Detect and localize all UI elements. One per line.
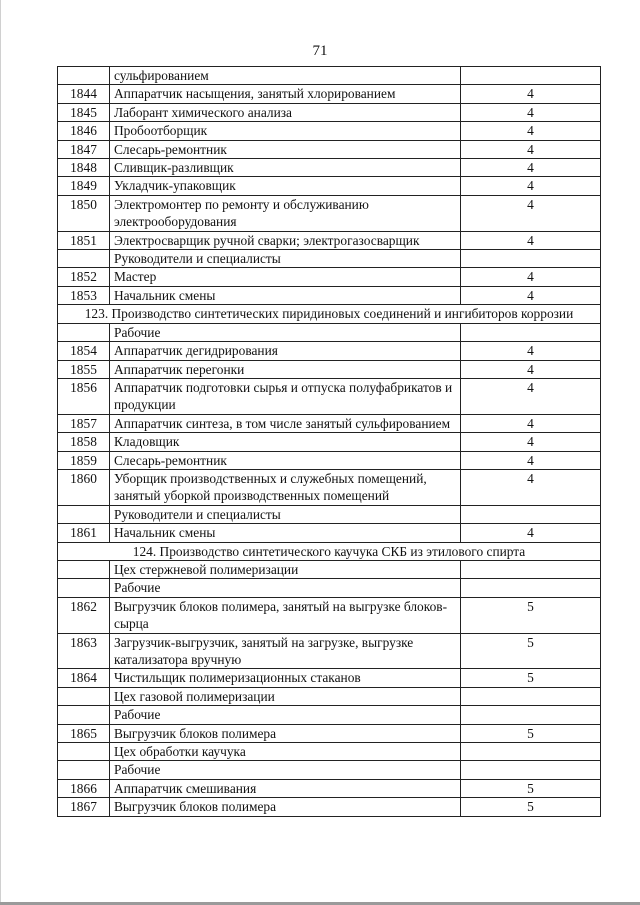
additional-days-value bbox=[461, 761, 601, 779]
profession-name: Руководители и специалисты bbox=[110, 505, 461, 523]
profession-name: Укладчик-упаковщик bbox=[110, 177, 461, 195]
additional-days-value: 4 bbox=[461, 433, 601, 451]
additional-days-value: 4 bbox=[461, 103, 601, 121]
profession-name: Аппаратчик синтеза, в том числе занятый сульфированием bbox=[110, 414, 461, 432]
table-row bbox=[58, 433, 601, 451]
row-number: 1861 bbox=[58, 524, 110, 542]
row-number: 1854 bbox=[58, 342, 110, 360]
table-row bbox=[58, 724, 601, 742]
table-row bbox=[58, 633, 601, 669]
additional-days-value: 4 bbox=[461, 469, 601, 505]
table-row bbox=[58, 342, 601, 360]
table-row bbox=[58, 195, 601, 231]
table-row bbox=[58, 505, 601, 523]
profession-name: Уборщик производственных и служебных помещений, занятый уборкой производственных помещений bbox=[110, 469, 461, 505]
row-number: 1857 bbox=[58, 414, 110, 432]
profession-name: Аппаратчик подготовки сырья и отпуска полуфабрикатов и продукции bbox=[110, 378, 461, 414]
profession-name: Сливщик-разливщик bbox=[110, 159, 461, 177]
profession-name: Аппаратчик перегонки bbox=[110, 360, 461, 378]
profession-name: Пробоотборщик bbox=[110, 122, 461, 140]
additional-days-value: 4 bbox=[461, 414, 601, 432]
table-row bbox=[58, 414, 601, 432]
page-number: 71 bbox=[312, 43, 328, 59]
additional-days-value: 5 bbox=[461, 669, 601, 687]
section-header-row bbox=[58, 305, 601, 323]
table-row bbox=[58, 469, 601, 505]
profession-name: Начальник смены bbox=[110, 524, 461, 542]
table-row bbox=[58, 67, 601, 85]
row-number bbox=[58, 761, 110, 779]
table-row bbox=[58, 378, 601, 414]
table-row bbox=[58, 687, 601, 705]
additional-days-value: 5 bbox=[461, 779, 601, 797]
table-row bbox=[58, 451, 601, 469]
row-number bbox=[58, 505, 110, 523]
row-number bbox=[58, 687, 110, 705]
additional-days-value bbox=[461, 706, 601, 724]
profession-name: Мастер bbox=[110, 268, 461, 286]
additional-days-value: 4 bbox=[461, 378, 601, 414]
profession-name: Аппаратчик дегидрирования bbox=[110, 342, 461, 360]
additional-days-value: 4 bbox=[461, 451, 601, 469]
additional-days-value: 4 bbox=[461, 286, 601, 304]
profession-name: Рабочие bbox=[110, 579, 461, 597]
additional-days-value: 4 bbox=[461, 268, 601, 286]
additional-days-value bbox=[461, 687, 601, 705]
table-row bbox=[58, 798, 601, 816]
additional-days-value: 4 bbox=[461, 159, 601, 177]
table-row bbox=[58, 286, 601, 304]
row-number bbox=[58, 706, 110, 724]
table-row bbox=[58, 761, 601, 779]
additional-days-value bbox=[461, 250, 601, 268]
additional-days-value bbox=[461, 743, 601, 761]
row-number: 1866 bbox=[58, 779, 110, 797]
additional-days-value: 4 bbox=[461, 360, 601, 378]
additional-days-value: 5 bbox=[461, 597, 601, 633]
table-row bbox=[58, 779, 601, 797]
additional-days-value: 4 bbox=[461, 342, 601, 360]
row-number bbox=[58, 560, 110, 578]
row-number: 1850 bbox=[58, 195, 110, 231]
row-number: 1867 bbox=[58, 798, 110, 816]
profession-name: Аппаратчик смешивания bbox=[110, 779, 461, 797]
table-row bbox=[58, 560, 601, 578]
profession-name: Выгрузчик блоков полимера bbox=[110, 798, 461, 816]
row-number: 1862 bbox=[58, 597, 110, 633]
table-row bbox=[58, 268, 601, 286]
row-number: 1848 bbox=[58, 159, 110, 177]
scan-edge bbox=[0, 0, 1, 905]
profession-table bbox=[57, 66, 601, 817]
table-row bbox=[58, 669, 601, 687]
row-number: 1855 bbox=[58, 360, 110, 378]
row-number: 1847 bbox=[58, 140, 110, 158]
profession-name: Загрузчик-выгрузчик, занятый на загрузке, выгрузке катализатора вручную bbox=[110, 633, 461, 669]
section-header-row bbox=[58, 542, 601, 560]
table-row bbox=[58, 597, 601, 633]
profession-name: Начальник смены bbox=[110, 286, 461, 304]
additional-days-value bbox=[461, 323, 601, 341]
profession-name: Кладовщик bbox=[110, 433, 461, 451]
profession-name: Руководители и специалисты bbox=[110, 250, 461, 268]
row-number bbox=[58, 323, 110, 341]
profession-name: Слесарь-ремонтник bbox=[110, 451, 461, 469]
additional-days-value: 4 bbox=[461, 195, 601, 231]
table-row bbox=[58, 231, 601, 249]
table-row bbox=[58, 323, 601, 341]
row-number: 1858 bbox=[58, 433, 110, 451]
additional-days-value: 5 bbox=[461, 798, 601, 816]
table-row bbox=[58, 706, 601, 724]
additional-days-value: 4 bbox=[461, 177, 601, 195]
row-number: 1856 bbox=[58, 378, 110, 414]
additional-days-value: 5 bbox=[461, 724, 601, 742]
table-row bbox=[58, 250, 601, 268]
table-row bbox=[58, 159, 601, 177]
additional-days-value: 4 bbox=[461, 85, 601, 103]
section-title: 123. Производство синтетических пиридиновых соединений и ингибиторов коррозии bbox=[58, 305, 601, 323]
profession-name: Электромонтер по ремонту и обслуживанию электрооборудования bbox=[110, 195, 461, 231]
profession-name: Цех газовой полимеризации bbox=[110, 687, 461, 705]
row-number: 1863 bbox=[58, 633, 110, 669]
profession-name: Слесарь-ремонтник bbox=[110, 140, 461, 158]
profession-name: Рабочие bbox=[110, 706, 461, 724]
row-number: 1865 bbox=[58, 724, 110, 742]
row-number: 1860 bbox=[58, 469, 110, 505]
profession-name: Аппаратчик насыщения, занятый хлорированием bbox=[110, 85, 461, 103]
table-row bbox=[58, 177, 601, 195]
row-number bbox=[58, 743, 110, 761]
table-row bbox=[58, 122, 601, 140]
profession-name: Рабочие bbox=[110, 761, 461, 779]
additional-days-value: 5 bbox=[461, 633, 601, 669]
row-number: 1849 bbox=[58, 177, 110, 195]
table-row bbox=[58, 524, 601, 542]
row-number: 1844 bbox=[58, 85, 110, 103]
table-row bbox=[58, 579, 601, 597]
additional-days-value bbox=[461, 67, 601, 85]
row-number: 1859 bbox=[58, 451, 110, 469]
profession-name: Электросварщик ручной сварки; электрогазосварщик bbox=[110, 231, 461, 249]
row-number: 1852 bbox=[58, 268, 110, 286]
row-number bbox=[58, 67, 110, 85]
section-title: 124. Производство синтетического каучука СКБ из этилового спирта bbox=[58, 542, 601, 560]
row-number: 1864 bbox=[58, 669, 110, 687]
profession-name: Выгрузчик блоков полимера, занятый на выгрузке блоков-сырца bbox=[110, 597, 461, 633]
profession-name: Чистильщик полимеризационных стаканов bbox=[110, 669, 461, 687]
additional-days-value: 4 bbox=[461, 524, 601, 542]
row-number bbox=[58, 250, 110, 268]
additional-days-value bbox=[461, 505, 601, 523]
profession-name: Рабочие bbox=[110, 323, 461, 341]
additional-days-value: 4 bbox=[461, 140, 601, 158]
table-body bbox=[58, 67, 601, 817]
additional-days-value bbox=[461, 560, 601, 578]
profession-name: Цех стержневой полимеризации bbox=[110, 560, 461, 578]
table-row bbox=[58, 140, 601, 158]
table-row bbox=[58, 743, 601, 761]
additional-days-value: 4 bbox=[461, 122, 601, 140]
row-number: 1845 bbox=[58, 103, 110, 121]
profession-name: Выгрузчик блоков полимера bbox=[110, 724, 461, 742]
row-number: 1851 bbox=[58, 231, 110, 249]
row-number: 1846 bbox=[58, 122, 110, 140]
row-number: 1853 bbox=[58, 286, 110, 304]
row-number bbox=[58, 579, 110, 597]
table-row bbox=[58, 103, 601, 121]
profession-name: Лаборант химического анализа bbox=[110, 103, 461, 121]
profession-name: сульфированием bbox=[110, 67, 461, 85]
additional-days-value: 4 bbox=[461, 231, 601, 249]
additional-days-value bbox=[461, 579, 601, 597]
table-row bbox=[58, 85, 601, 103]
table-row bbox=[58, 360, 601, 378]
profession-name: Цех обработки каучука bbox=[110, 743, 461, 761]
